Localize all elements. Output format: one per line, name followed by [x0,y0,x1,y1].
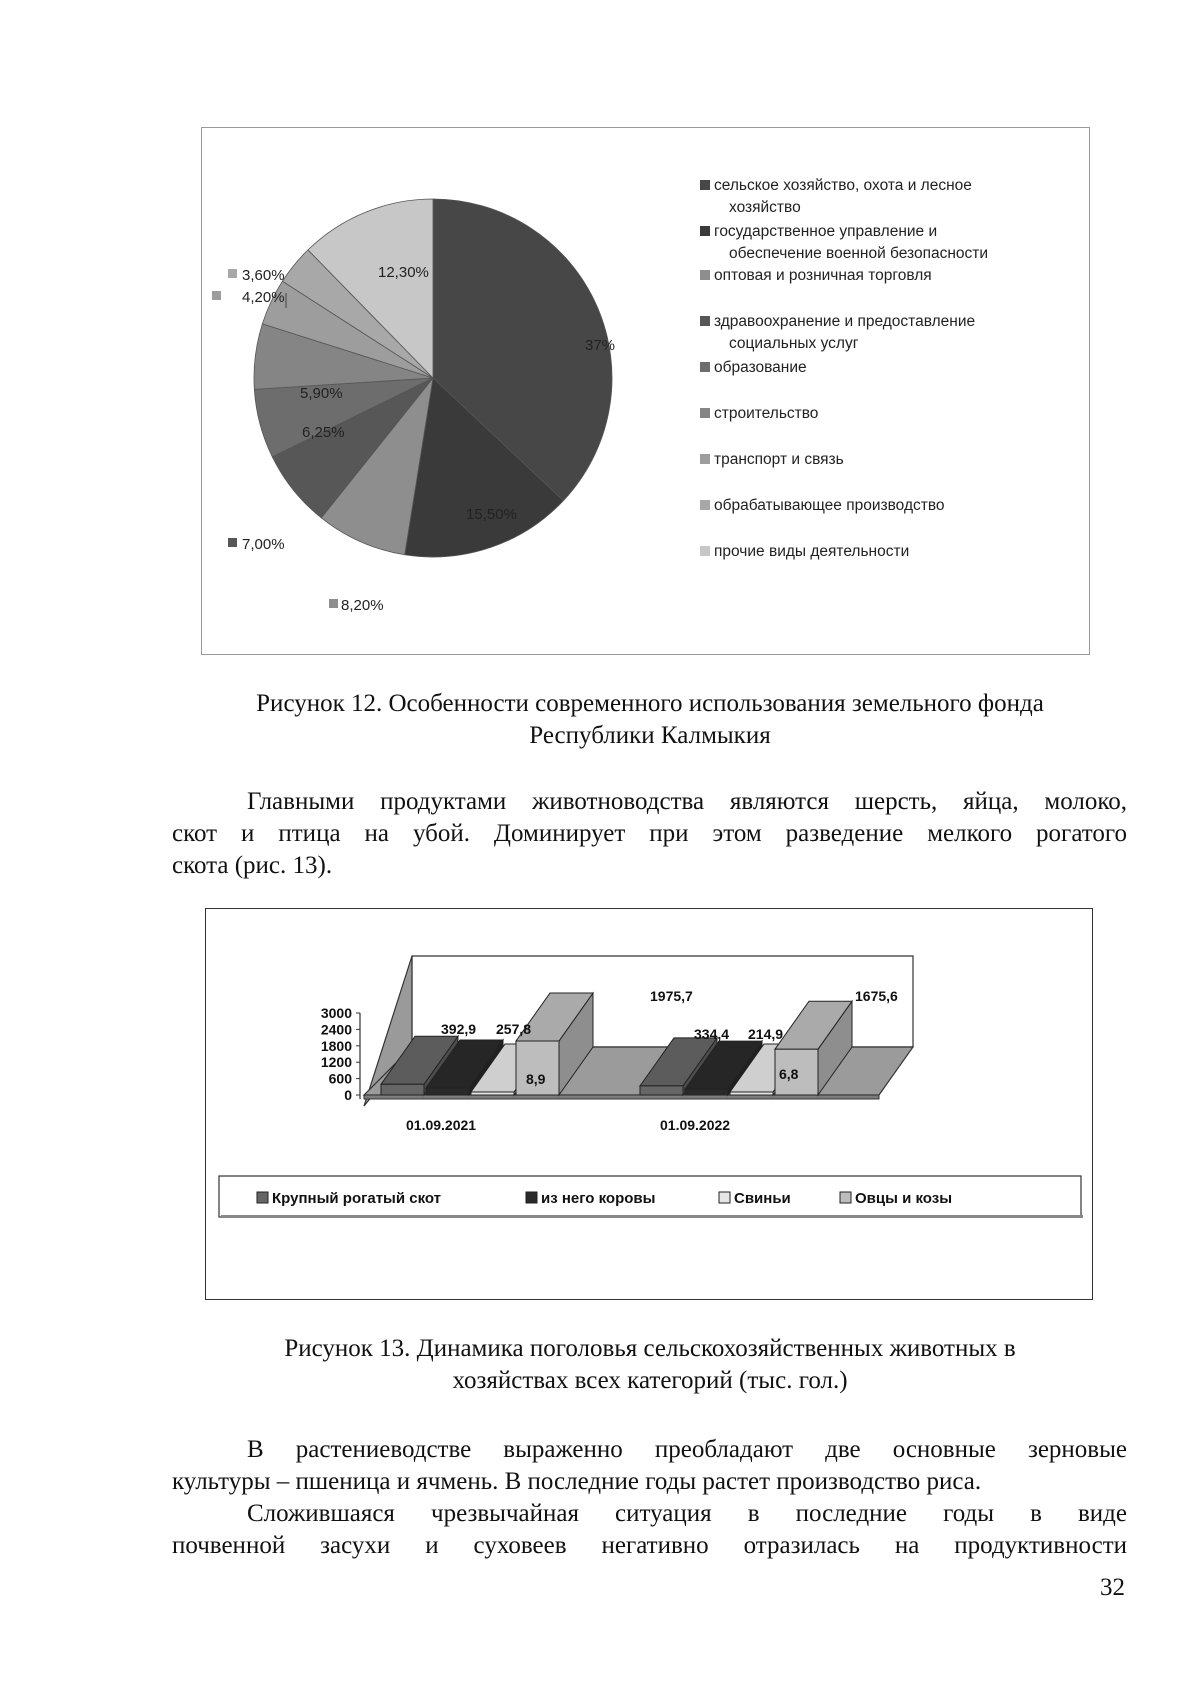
pie-label-marker [228,538,237,547]
pie-chart [202,128,1089,654]
bar-legend-frame-shadow [221,1215,1083,1218]
figure-13-caption-line2: хозяйствах всех категорий (тыс. гол.) [452,1367,848,1394]
paragraph-line: скот и птица на убой. Доминирует при этом разведение мелкого рогатого [172,820,1127,847]
bar-chart [206,909,1091,1298]
legend-label-health: здравоохранение и предоставление социальных услуг [714,313,976,352]
paragraph-line: скота (рис. 13). [172,852,333,879]
bar-cows-1 [685,1089,728,1095]
bar-value-label-sheep-0: 1975,7 [650,988,693,1004]
legend-swatch-pigs [719,1192,730,1203]
legend-label-transport: транспорт и связь [714,451,844,468]
paragraph-line: почвенной засухи и суховеев негативно отразилась на продуктивности [172,1532,1127,1559]
y-axis-ticks [321,1005,360,1103]
bar-cattle-0 [381,1084,424,1095]
paragraph-line: Сложившаяся чрезвычайная ситуация в последние годы в виде [247,1500,1127,1527]
y-tick-label: 2400 [320,1021,352,1038]
legend-label-pigs: Свиньи [734,1190,791,1207]
pie-label-marker [228,269,237,278]
figure-12-caption-line2: Республики Калмыкия [529,722,771,749]
legend-swatch-government [700,226,710,236]
bar-value-label-cattle-0: 392,9 [441,1021,477,1037]
bar-value-label-pigs-1: 6,8 [779,1066,799,1082]
pie-label-trade: 8,20% [341,597,384,614]
legend-label-cattle: Крупный рогатый скот [272,1190,442,1207]
legend-swatch-other [700,546,710,556]
pie-label-government: 15,50% [466,506,517,523]
legend-label-agriculture: сельское хозяйство, охота и лесное хозяйство [714,177,972,216]
paragraph-line: Главными продуктами животноводства являются шерсть, яйца, молоко, [247,788,1127,815]
legend-swatch-construction [700,408,710,418]
pie-label-manufacturing: 3,60% [242,267,285,284]
legend-label-trade: оптовая и розничная торговля [714,267,932,284]
bar-cows-0 [426,1088,469,1095]
pie-label-other: 12,30% [378,264,429,281]
pie-label-health: 7,00% [242,536,285,553]
paragraph-line: культуры – пшеница и ячмень. В последние годы растет производство риса. [172,1468,982,1495]
pie-label-transport: 4,20% [242,289,285,306]
page-number: 32 [1100,1574,1125,1601]
x-tick-label-2021: 01.09.2021 [406,1117,477,1133]
y-tick-label: 600 [328,1070,352,1087]
legend-swatch-manufacturing [700,500,710,510]
legend-label-other: прочие виды деятельности [714,543,910,560]
figure-12-caption-line1: Рисунок 12. Особенности современного использования земельного фонда [256,690,1044,717]
pie-label-construction: 5,90% [300,385,343,402]
figure-13-chart [205,908,1093,1300]
bar-pigs-1 [730,1092,773,1095]
bar-value-label-sheep-1: 1675,6 [855,988,898,1004]
legend-label-sheep: Овцы и козы [855,1190,953,1207]
paragraph-crops [172,1434,1127,1498]
bar-pigs-0 [471,1092,514,1095]
legend-label-government: государственное управление и обеспечение военной безопасности [714,223,989,262]
figure-13-caption-line1: Рисунок 13. Динамика поголовья сельскохозяйственных животных в [284,1335,1016,1362]
paragraph-livestock [172,786,1127,882]
chart-floor-front [364,1095,879,1099]
legend-label-education: образование [714,359,807,376]
y-tick-label: 0 [344,1087,352,1103]
legend-label-cows: из него коровы [541,1190,656,1207]
paragraph-drought [172,1498,1127,1562]
pie-label-marker [212,291,221,300]
legend-swatch-sheep [840,1192,851,1203]
bar-value-label-pigs-0: 8,9 [526,1071,546,1087]
legend-swatch-trade [700,270,710,280]
pie-label-education: 6,25% [302,424,345,441]
bar-value-label-cows-1: 214,9 [748,1026,784,1042]
bar-cattle-1 [640,1086,683,1095]
legend-swatch-health [700,316,710,326]
bar-value-label-cattle-1: 334,4 [694,1026,730,1042]
pie-label-agriculture: 37% [585,337,616,354]
paragraph-line: В растениеводстве выраженно преобладают две основные зерновые [247,1436,1127,1463]
legend-label-construction: строительство [714,405,819,422]
bar-value-label-cows-0: 257,8 [496,1021,532,1037]
y-tick-label: 1200 [320,1054,352,1071]
y-tick-label: 3000 [320,1005,352,1021]
legend-swatch-transport [700,454,710,464]
legend-swatch-cattle [257,1192,268,1203]
x-tick-label-2022: 01.09.2022 [660,1117,731,1133]
legend-label-manufacturing: обрабатывающее производство [714,497,945,514]
y-tick-label: 1800 [320,1037,352,1054]
legend-swatch-cows [526,1192,537,1203]
figure-12-chart [201,127,1090,655]
pie-legend [700,177,988,560]
pie-label-marker [329,599,338,608]
legend-swatch-agriculture [700,180,710,190]
legend-swatch-education [700,362,710,372]
